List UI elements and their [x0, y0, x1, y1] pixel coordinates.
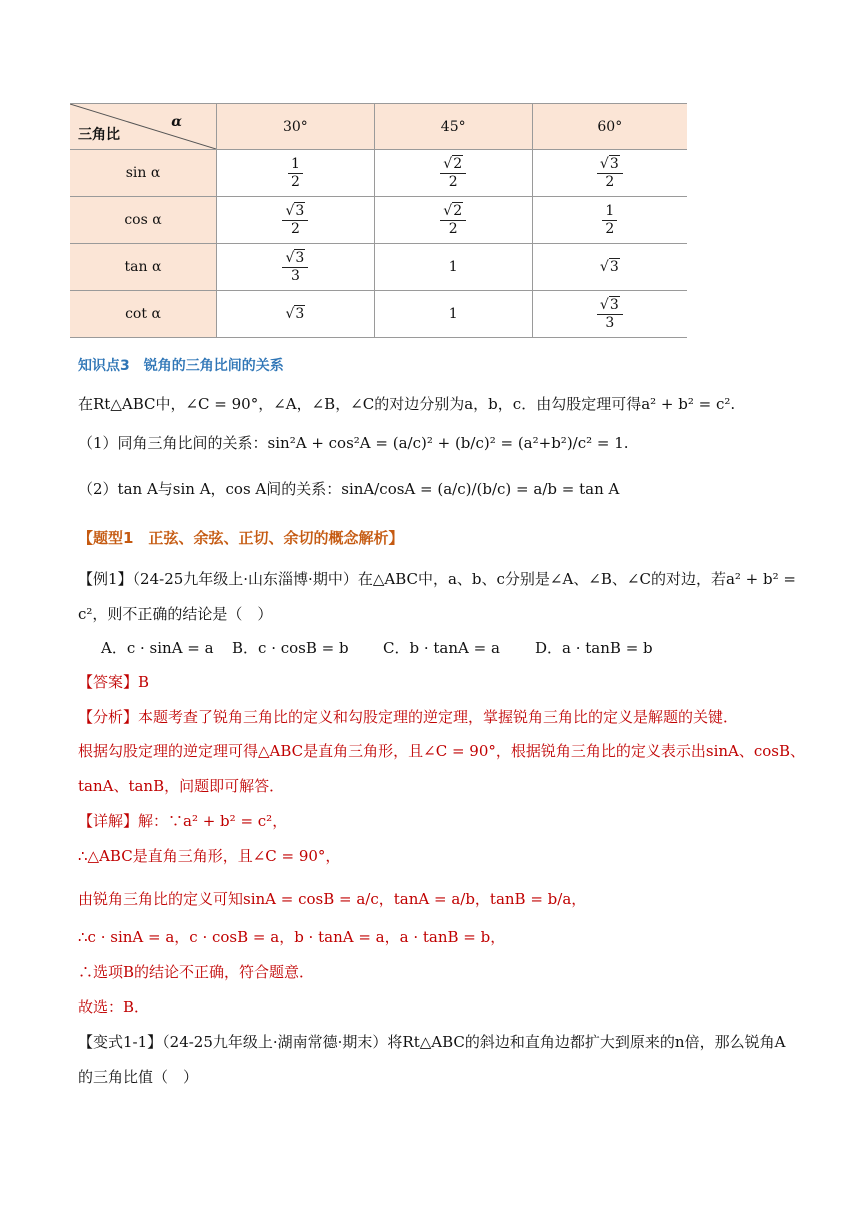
answer-line: 【答案】B [78, 673, 150, 691]
table-cell: $\frac{1}{2}$ [217, 150, 375, 197]
table-cell: $\frac{√3}{2}$ [532, 150, 687, 197]
row-label: cos α [70, 197, 217, 244]
table-cell: 1 [374, 291, 532, 338]
detail-line4: ∴c · sinA = a，c · cosB = a，b · tanA = a，a · tanB = b， [78, 928, 506, 946]
table-cell: √3 [532, 244, 687, 291]
relation-2: （2）tan A与sin A，cos A间的关系：sinA/cosA = (a/c)/(b/c) = a/b = tan A [78, 480, 620, 498]
analysis-line3: tanA、tanB，问题即可解答． [78, 777, 285, 795]
option-c: C．b · tanA = a [383, 639, 500, 657]
variant-1-1-line1: 【变式1-1】（24-25九年级上·湖南常德·期末）将Rt△ABC的斜边和直角边都扩大到原来的n倍，那么锐角A [78, 1033, 786, 1051]
example-1-stem-line1: 【例1】（24-25九年级上·山东淄博·期中）在△ABC中，a、b、c分别是∠A、∠B、∠C的对边，若a² + b² = [78, 570, 796, 588]
table-cell: 1 [374, 244, 532, 291]
analysis-line1: 【分析】本题考查了锐角三角比的定义和勾股定理的逆定理，掌握锐角三角比的定义是解题的关键． [78, 708, 739, 726]
variant-1-1-line2: 的三角比值（ ） [78, 1068, 199, 1086]
intro-text: 在Rt△ABC中，∠C = 90°，∠A，∠B，∠C的对边分别为a，b，c．由勾股定理可得a² + b² = c². [78, 395, 736, 413]
analysis-line2: 根据勾股定理的逆定理可得△ABC是直角三角形，且∠C = 90°，根据锐角三角比的定义表示出sinA、cosB、 [78, 742, 806, 760]
option-b: B．c · cosB = b [232, 639, 349, 657]
table-header-row [70, 104, 687, 150]
example-1-stem-line2: c²，则不正确的结论是（ ） [78, 605, 273, 623]
header-45: 45° [374, 104, 532, 150]
detail-line2: ∴△ABC是直角三角形，且∠C = 90°， [78, 847, 341, 865]
table-cell: √3 [217, 291, 375, 338]
header-60: 60° [532, 104, 687, 150]
table-cell: $\frac{√3}{2}$ [217, 197, 375, 244]
header-30: 30° [217, 104, 375, 150]
table-row [70, 291, 687, 338]
detail-line5: ∴选项B的结论不正确，符合题意． [78, 963, 315, 981]
table-corner-cell [70, 104, 217, 150]
corner-alpha-label: α [171, 114, 182, 130]
table-cell: $\frac{√3}{3}$ [532, 291, 687, 338]
detail-line3: 由锐角三角比的定义可知sinA = cosB = a/c，tanA = a/b，tanB = b/a， [78, 890, 587, 908]
table-cell: $\frac{√2}{2}$ [374, 197, 532, 244]
table-row [70, 197, 687, 244]
relation-1: （1）同角三角比间的关系：sin²A + cos²A = (a/c)² + (b/c)² = (a²+b²)/c² = 1. [78, 434, 629, 452]
row-label: cot α [70, 291, 217, 338]
knowledge-intro [78, 393, 735, 414]
option-a: A．c · sinA = a [101, 639, 214, 657]
choice-line: 故选：B． [78, 998, 150, 1016]
table-row [70, 244, 687, 291]
corner-ratio-label: 三角比 [78, 127, 120, 143]
knowledge-point-title: 知识点3 锐角的三角比间的关系 [78, 358, 284, 374]
option-d: D．a · tanB = b [535, 639, 653, 657]
table-cell: $\frac{√2}{2}$ [374, 150, 532, 197]
question-type-heading: 【题型1 正弦、余弦、正切、余切的概念解析】 [78, 529, 404, 547]
table-cell: $\frac{√3}{3}$ [217, 244, 375, 291]
table-cell: $\frac{1}{2}$ [532, 197, 687, 244]
detail-line1: 【详解】解：∵a² + b² = c²， [78, 812, 288, 830]
table-row [70, 150, 687, 197]
row-label: tan α [70, 244, 217, 291]
trig-ratio-table [70, 103, 687, 338]
row-label: sin α [70, 150, 217, 197]
